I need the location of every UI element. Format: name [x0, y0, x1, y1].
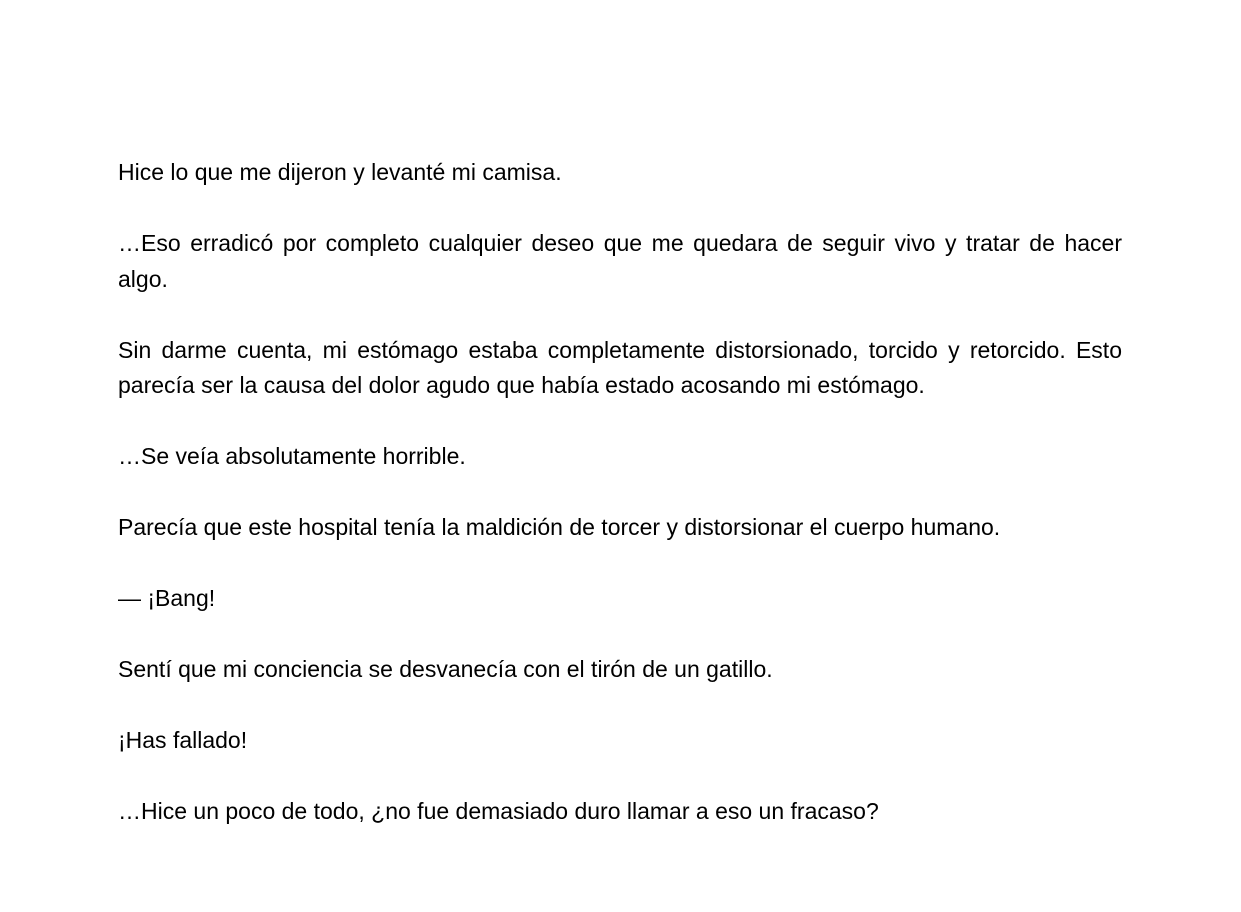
paragraph: Sentí que mi conciencia se desvanecía con el tirón de un gatillo. — [118, 656, 773, 682]
paragraph: …Eso erradicó por completo cualquier deseo que me quedara de seguir vivo y tratar de hacer algo. — [118, 230, 1122, 292]
paragraph: …Hice un poco de todo, ¿no fue demasiado duro llamar a eso un fracaso? — [118, 798, 879, 824]
paragraph: …Se veía absolutamente horrible. — [118, 443, 466, 469]
body-text — [118, 155, 1122, 830]
paragraph: ¡Has fallado! — [118, 727, 248, 753]
paragraph: — ¡Bang! — [118, 585, 216, 611]
paragraph: Sin darme cuenta, mi estómago estaba completamente distorsionado, torcido y retorcido. Esto parecía ser la causa del dolor agudo que había estado acosando mi estómago. — [118, 336, 1122, 398]
paragraph: Parecía que este hospital tenía la maldición de torcer y distorsionar el cuerpo humano. — [118, 514, 1001, 540]
paragraph: Hice lo que me dijeron y levanté mi camisa. — [118, 159, 562, 185]
